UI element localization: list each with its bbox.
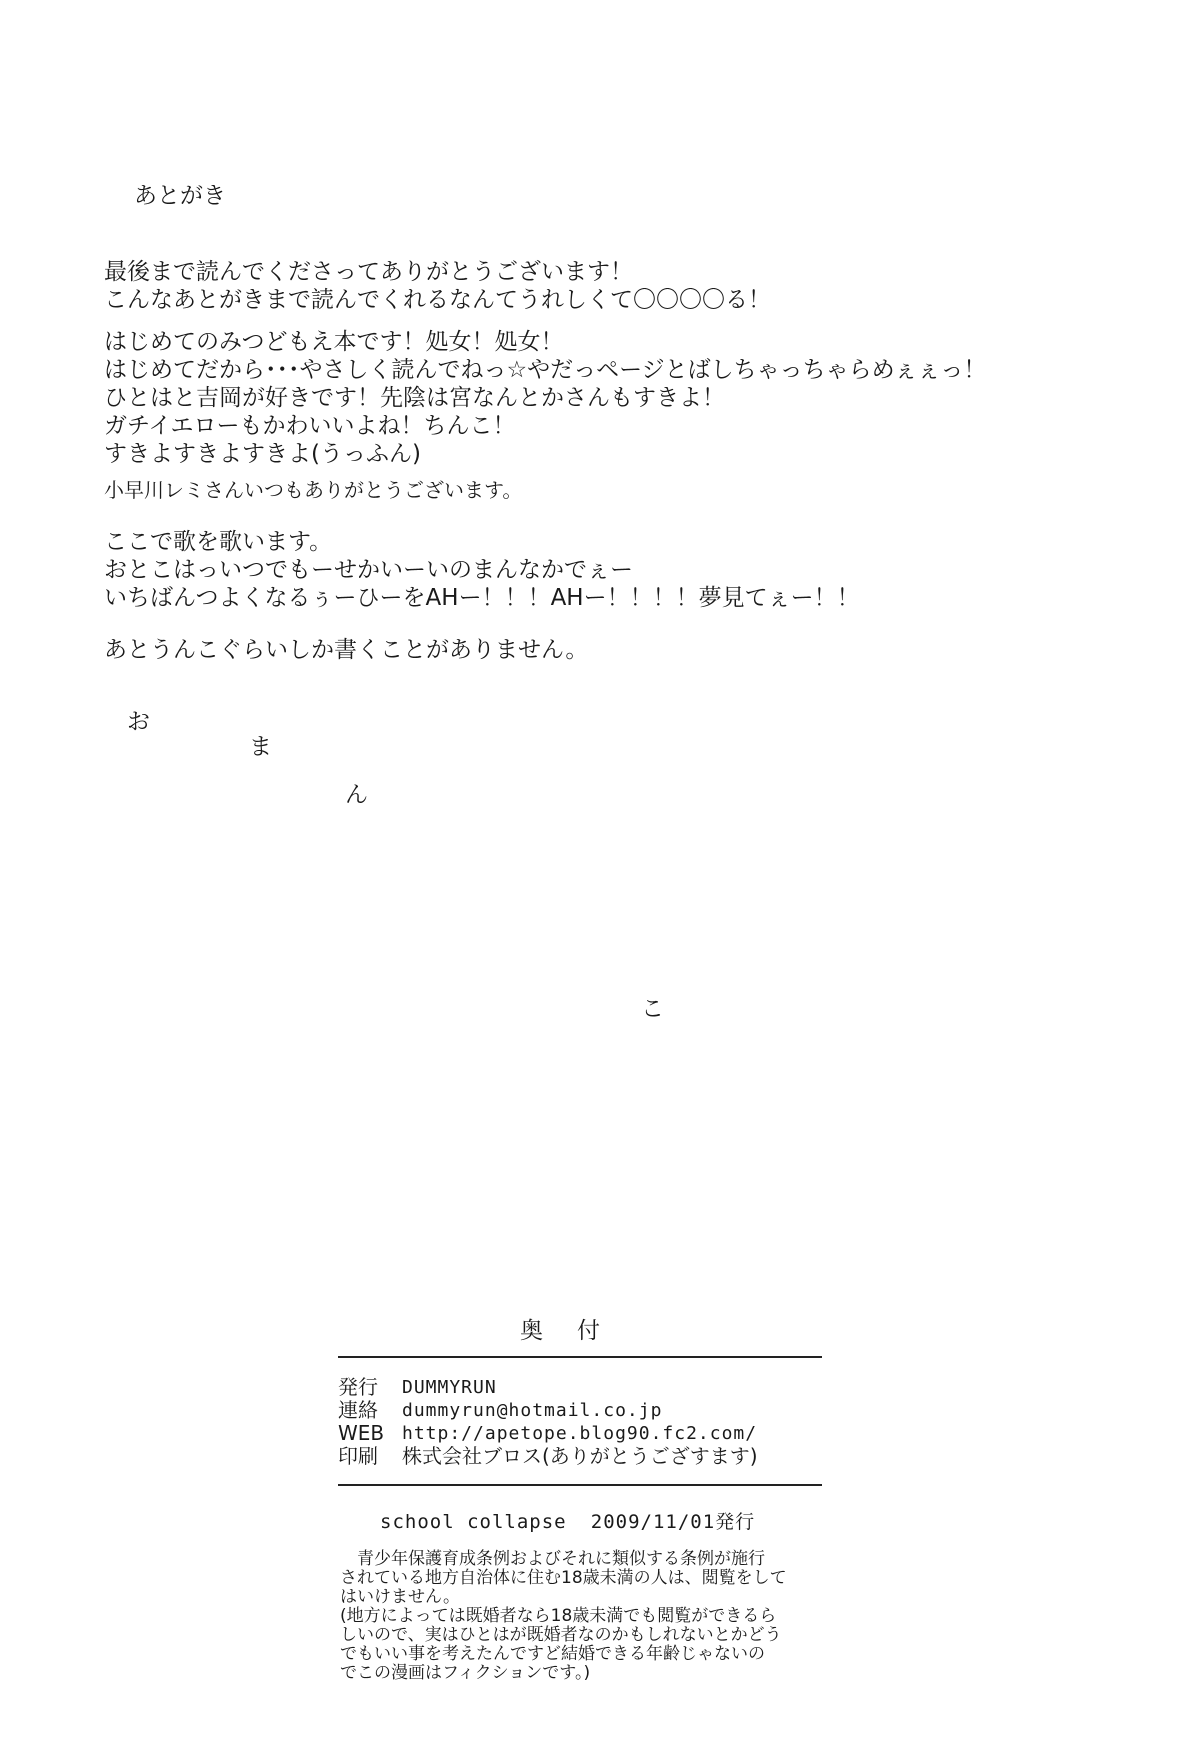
scatter-char-2: ま (249, 734, 272, 760)
issue-line (380, 1507, 755, 1534)
colophon-key: 印刷 (338, 1444, 378, 1468)
text-line: 最後まで読んでくださってありがとうございます！ (104, 259, 633, 285)
text-line: いちばんつよくなるぅーひーをAHー！！！AHー！！！！夢見てぇー！！ (104, 585, 860, 611)
text-line: はじめてのみつどもえ本です！処女！処女！ (104, 329, 564, 355)
colophon-value: DUMMYRUN (402, 1377, 497, 1398)
text-line: こんなあとがきまで読んでくれるなんてうれしくて〇〇〇〇る！ (104, 287, 771, 313)
notice-line: でこの漫画はフィクションです。) (340, 1663, 591, 1683)
paragraph-thanks (104, 258, 771, 314)
afterword-heading: あとがき (134, 183, 226, 209)
notice-line: されている地方自治体に住む18歳未満の人は、閲覧をして (340, 1568, 787, 1588)
colophon-row-contact (338, 1399, 758, 1422)
paragraph-song (104, 528, 860, 612)
notice-line: 青少年保護育成条例およびそれに類似する条例が施行 (340, 1549, 765, 1569)
colophon-key: 発行 (338, 1375, 378, 1399)
age-notice (340, 1550, 840, 1683)
colophon-bottom-rule (338, 1484, 822, 1486)
text-line: はじめてだから･･･やさしく読んでねっ☆やだっページとばしちゃっちゃらめぇぇっ！ (104, 357, 987, 383)
paragraph-closing (104, 636, 588, 664)
notice-line: しいので、実はひとはが既婚者なのかもしれないとかどう (340, 1625, 782, 1645)
scatter-char-1: お (127, 709, 150, 735)
scatter-char-4: こ (641, 996, 664, 1022)
text-line: ひとはと吉岡が好きです！先陰は宮なんとかさんもすきよ！ (104, 385, 725, 411)
notice-line: (地方によっては既婚者なら18歳未満でも閲覧ができるら (340, 1606, 777, 1626)
paragraph-intro (104, 328, 986, 468)
colophon-row-web (338, 1422, 758, 1445)
text-line: あとうんこぐらいしか書くことがありません。 (104, 637, 589, 663)
colophon-value: http://apetope.blog90.fc2.com/ (402, 1423, 758, 1444)
text-line: ここで歌を歌います。 (104, 529, 333, 555)
text-line: ガチイエローもかわいいよね！ちんこ！ (104, 413, 516, 439)
colophon-row-publisher (338, 1376, 758, 1399)
colophon-key: 連絡 (338, 1398, 378, 1422)
notice-line: でもいい事を考えたんですど結婚できる年齢じゃないの (340, 1644, 765, 1664)
colophon-table (338, 1376, 758, 1468)
colophon-value: dummyrun@hotmail.co.jp (402, 1400, 663, 1421)
colophon-top-rule (338, 1356, 822, 1358)
colophon-value: 株式会社ブロス(ありがとうござすます) (402, 1444, 758, 1468)
scatter-char-3: ん (345, 782, 368, 808)
colophon-title: 奥付 (520, 1318, 634, 1344)
text-line: すきよすきよすきよ(うっふん) (104, 441, 421, 467)
issue-date: 2009/11/01発行 (590, 1511, 756, 1533)
text-line: おとこはっいつでもーせかいーいのまんなかでぇー (104, 557, 633, 583)
issue-title: school collapse (380, 1511, 567, 1533)
colophon-key: WEB (338, 1421, 385, 1445)
colophon-row-printer (338, 1445, 758, 1468)
notice-line: はいけません。 (340, 1587, 461, 1607)
paragraph-acknowledgement (104, 476, 522, 504)
text-line: 小早川レミさんいつもありがとうございます。 (104, 478, 523, 502)
